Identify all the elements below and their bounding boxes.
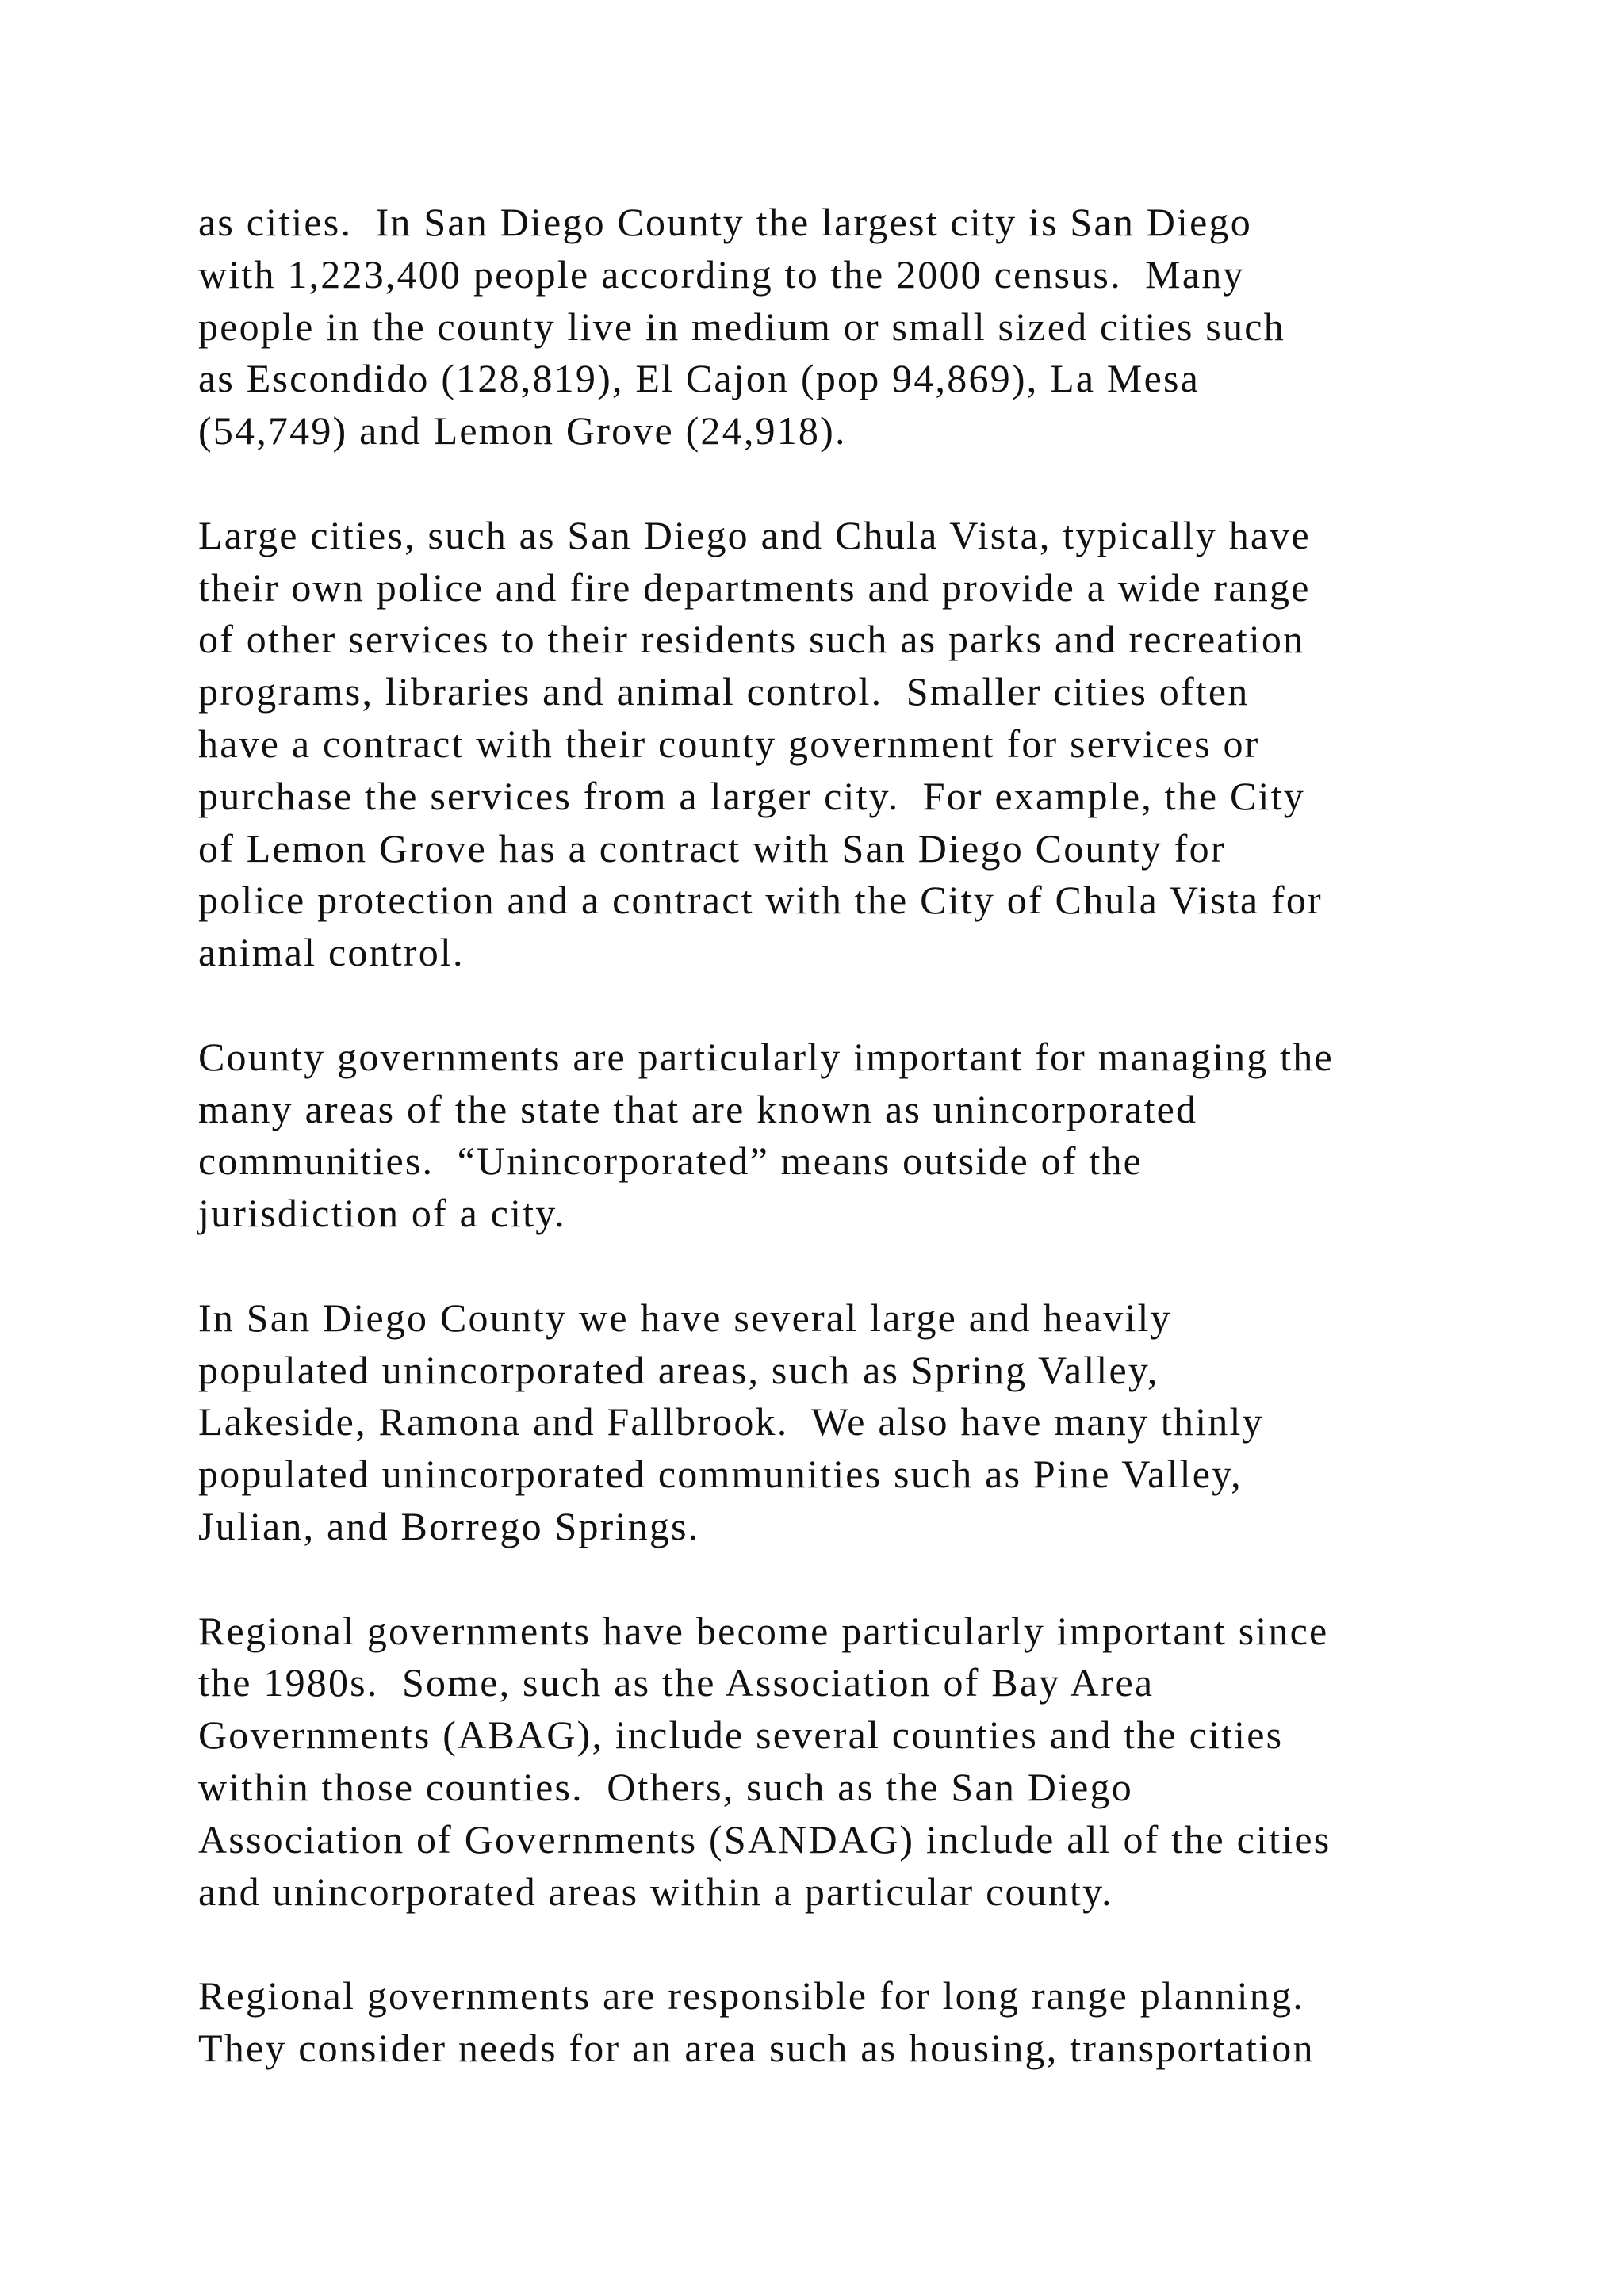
text-line: In San Diego County we have several large and heavily — [198, 1295, 1172, 1340]
text-line: purchase the services from a larger city. For example, the City — [198, 773, 1305, 818]
text-line: Governments (ABAG), include several counties and the cities — [198, 1712, 1284, 1758]
text-line: populated unincorporated areas, such as Spring Valley, — [198, 1347, 1159, 1392]
paragraph-3 — [198, 1031, 1499, 1240]
text-line: Regional governments are responsible for long range planning. — [198, 1973, 1304, 2019]
text-line: Large cities, such as San Diego and Chula Vista, typically have — [198, 512, 1311, 557]
text-line: Lakeside, Ramona and Fallbrook. We also have many thinly — [198, 1399, 1264, 1445]
text-line: many areas of the state that are known as unincorporated — [198, 1086, 1198, 1131]
text-line: within those counties. Others, such as the San Diego — [198, 1764, 1133, 1809]
text-line: Julian, and Borrego Springs. — [198, 1503, 700, 1548]
text-line: of Lemon Grove has a contract with San Diego County for — [198, 825, 1226, 871]
text-line: programs, libraries and animal control. Smaller cities often — [198, 669, 1250, 714]
text-line: Association of Governments (SANDAG) include all of the cities — [198, 1816, 1331, 1862]
paragraph-6 — [198, 1970, 1499, 2075]
text-line: have a contract with their county government for services or — [198, 721, 1260, 766]
text-line: police protection and a contract with the City of Chula Vista for — [198, 878, 1323, 923]
document-body — [198, 197, 1499, 2126]
text-line: communities. “Unincorporated” means outside of the — [198, 1138, 1143, 1184]
text-line: as Escondido (128,819), El Cajon (pop 94,869), La Mesa — [198, 356, 1201, 401]
text-line: with 1,223,400 people according to the 2000 census. Many — [198, 251, 1245, 297]
text-line: populated unincorporated communities such as Pine Valley, — [198, 1452, 1243, 1497]
text-line: (54,749) and Lemon Grove (24,918). — [198, 408, 847, 453]
text-line: the 1980s. Some, such as the Association of Bay Area — [198, 1660, 1155, 1705]
text-line: people in the county live in medium or small sized cities such — [198, 304, 1285, 349]
text-line: animal control. — [198, 930, 465, 975]
paragraph-5 — [198, 1605, 1499, 1919]
text-line: They consider needs for an area such as housing, transportation — [198, 2025, 1315, 2070]
paragraph-2 — [198, 510, 1499, 979]
text-line: County governments are particularly important for managing the — [198, 1034, 1334, 1079]
text-line: as cities. In San Diego County the largest city is San Diego — [198, 200, 1252, 244]
text-line: Regional governments have become particularly important since — [198, 1608, 1329, 1653]
text-line: and unincorporated areas within a particular county. — [198, 1869, 1113, 1914]
paragraph-1 — [198, 197, 1499, 457]
text-line: jurisdiction of a city. — [198, 1191, 566, 1236]
text-line: of other services to their residents such as parks and recreation — [198, 617, 1305, 662]
paragraph-4 — [198, 1292, 1499, 1553]
text-line: their own police and fire departments and provide a wide range — [198, 564, 1311, 610]
